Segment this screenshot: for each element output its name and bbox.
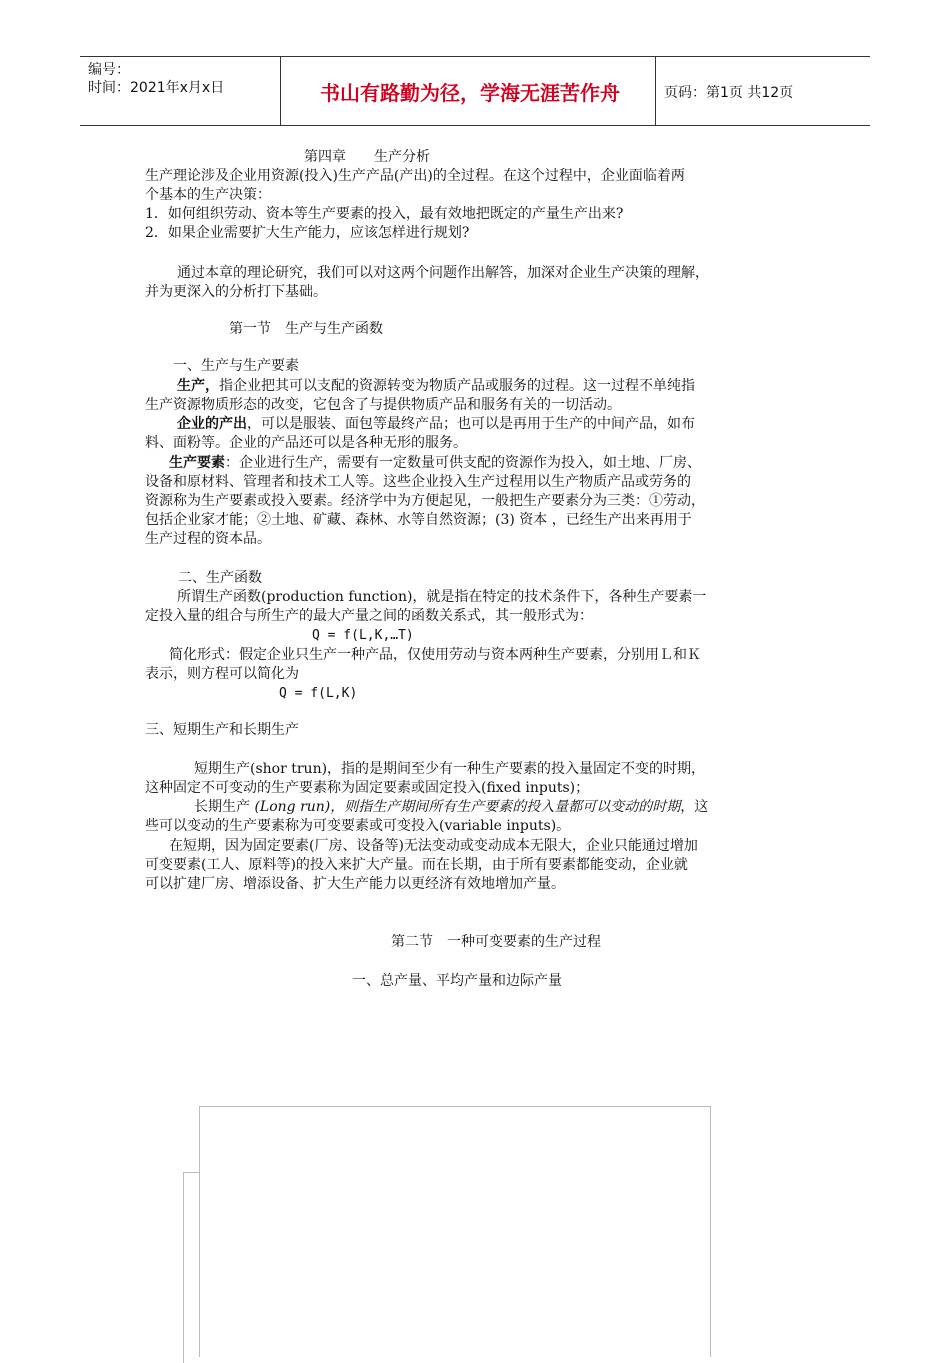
intro-text: 生产理论涉及企业用资源(投入)生产产品(产出)的全过程。在这个过程中，企业面临着两 [145,168,685,184]
header-motto: 书山有路勤为径，学海无涯苦作舟 [320,81,620,105]
header-divider [655,57,656,125]
simplified-form-text: 简化形式：假定企业只生产一种产品，仅使用劳动与资本两种生产要素，分别用Ｌ和Ｋ [169,647,701,663]
figure-frame-inner [183,1172,200,1363]
page-header [80,56,870,126]
term-production: 生产， [177,378,219,394]
production-definition: 生产，指企业把其可以支配的资源转变为物质产品或服务的过程。这一过程不单纯指 [177,378,695,394]
factor-definition: 资源称为生产要素或投入要素。经济学中为方便起见，一般把生产要素分为三类：①劳动， [145,493,705,509]
comparison-text: 可以扩建厂房、增添设备、扩大生产能力以更经济有效地增加产量。 [145,876,565,892]
comparison-text: 在短期，因为固定要素(厂房、设备等)无法变动或变动成本无限大，企业只能通过增加 [169,838,698,854]
question-1: 1．如何组织劳动、资本等生产要素的投入，最有效地把既定的产量生产出来? [145,206,624,222]
formula-simplified: Q = f(L,K) [279,686,358,701]
term-output: 企业的产出 [177,416,247,432]
intro-paragraph: 并为更深入的分析打下基础。 [145,284,327,300]
intro-paragraph: 通过本章的理论研究，我们可以对这两个问题作出解答，加深对企业生产决策的理解， [177,265,709,281]
subsection-heading: 三、短期生产和长期生产 [145,722,299,738]
simplified-form-text: 表示，则方程可以简化为 [145,666,299,682]
long-run-text: 些可以变动的生产要素称为可变要素或可变投入(variable inputs)。 [145,818,571,834]
production-definition: 生产资源物质形态的改变，它包含了与提供物质产品和服务有关的一切活动。 [145,397,621,413]
long-run-text: 长期生产 (Long run)，则指生产期间所有生产要素的投入量都可以变动的时期，这 [194,799,709,815]
intro-text: 个基本的生产决策： [145,187,271,203]
output-definition: 料、面粉等。企业的产品还可以是各种无形的服务。 [145,435,467,451]
output-definition: 企业的产出，可以是服装、面包等最终产品；也可以是再用于生产的中间产品，如布 [177,416,695,432]
formula-general: Q = f(L,K,…T) [312,628,414,643]
factor-definition: 设备和原材料、管理者和技术工人等。这些企业投入生产过程用以生产物质产品或劳务的 [145,474,691,490]
header-divider [280,57,281,125]
doc-number-label: 编号： [88,62,130,78]
term-factor: 生产要素 [169,455,225,471]
question-2: 2．如果企业需要扩大生产能力，应该怎样进行规划? [145,225,470,241]
section-1-title: 第一节 生产与生产函数 [229,321,383,337]
comparison-text: 可变要素(工人、原料等)的投入来扩大产量。而在长期，由于所有要素都能变动，企业就 [145,857,688,873]
chapter-title: 第四章 生产分析 [304,149,430,165]
production-function-text: 定投入量的组合与所生产的最大产量之间的函数关系式，其一般形式为： [145,608,593,624]
subsection-heading: 二、生产函数 [178,570,262,586]
production-function-text: 所谓生产函数(production function)，就是指在特定的技术条件下，各种生产要素一 [177,589,707,605]
factor-definition: 生产过程的资本品。 [145,531,271,547]
doc-time-label: 时间：2021年x月x日 [88,80,225,96]
short-run-text: 短期生产(shor trun)，指的是期间至少有一种生产要素的投入量固定不变的时期， [194,761,706,777]
page-indicator: 页码：第1页 共12页 [664,85,794,101]
figure-frame [199,1106,711,1357]
short-run-text: 这种固定不可变动的生产要素称为固定要素或固定投入(fixed inputs)； [145,780,590,796]
subsection-heading: 一、生产与生产要素 [173,358,299,374]
factor-definition: 包括企业家才能；②土地、矿藏、森林、水等自然资源；(3) 资本 ，已经生产出来再用于 [145,512,692,528]
factor-definition: 生产要素：企业进行生产，需要有一定数量可供支配的资源作为投入，如土地、厂房、 [169,455,701,471]
section-2-title: 第二节 一种可变要素的生产过程 [391,934,601,950]
subsection-heading: 一、总产量、平均产量和边际产量 [352,973,562,989]
header-meta [88,61,224,97]
